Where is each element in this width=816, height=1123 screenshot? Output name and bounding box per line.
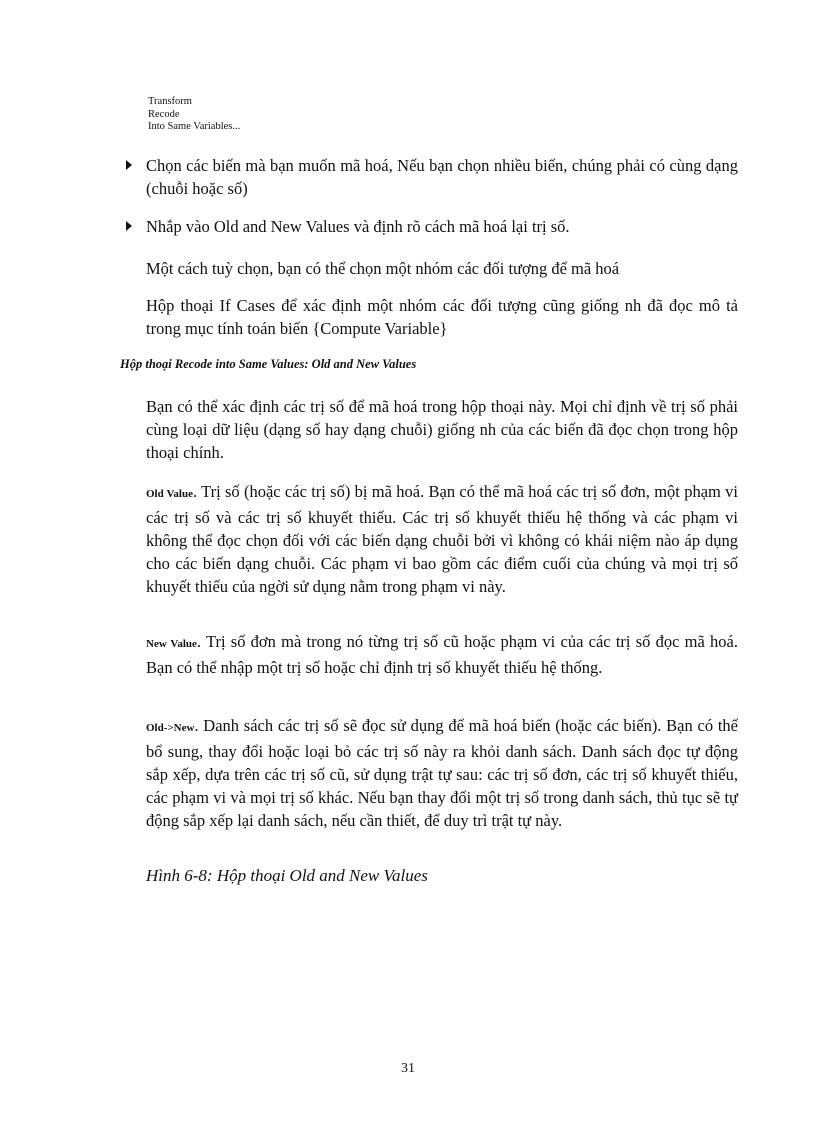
section-heading: Hộp thoại Recode into Same Values: Old and New Values [120,357,417,371]
menu-path-recode: Recode [148,108,180,120]
definition-old-value [146,480,738,598]
definition-new-value [146,630,738,679]
bullet-old-new-values: Nhắp vào Old and New Values và định rõ cách mã hoá lại trị số. [146,217,570,236]
definition-term: New Value [146,638,197,650]
bullet-marker-icon [126,215,140,236]
bullet-marker-icon [126,154,140,175]
page-number: 31 [401,1061,415,1076]
menu-path-transform: Transform [148,96,192,107]
paragraph-intro: Bạn có thể xác định các trị số để mã hoá trong hộp thoại này. Mọi chỉ định về trị số phải cùng loại dữ liệu (dạng số hay dạng chuỗi) giống nh của các biến đã đọc chọn trong hộp thoại chính. [146,397,738,462]
figure-caption: Hình 6-8: Hộp thoại Old and New Values [146,866,428,885]
definition-old-new [146,714,738,832]
paragraph-optional-cases: Một cách tuỳ chọn, bạn có thể chọn một nhóm các đối tượng để mã hoá [146,259,620,278]
definition-term: Old Value [146,488,193,500]
bullet-select-variables: Chọn các biến mà bạn muốn mã hoá, Nếu bạn chọn nhiều biến, chúng phải có cùng dạng (chuỗi hoặc số) [146,156,738,198]
definition-text: . Trị số đơn mà trong nó từng trị số cũ hoặc phạm vi của các trị số đọc mã hoá. Bạn có thể nhập một trị số hoặc chỉ định trị số khuyết thiếu hệ thống. [146,632,738,677]
definition-text: . Danh sách các trị số sẽ đọc sử dụng để mã hoá biến (hoặc các biến). Bạn có thể bổ sung, thay đổi hoặc loại bỏ các trị số này ra khỏi danh sách. Danh sách đọc tự động sắp xếp, dựa trên các trị số cũ, sử dụng trật tự sau: các trị số đơn, các trị số khuyết thiếu, các phạm vi và mọi trị số khác. Nếu bạn thay đổi một trị số trong danh sách, thủ tục sẽ tự động sắp xếp lại danh sách, nếu cần thiết, để duy trì trật tự này. [146,716,738,830]
menu-path-into-same-variables: Into Same Variables... [148,121,241,132]
paragraph-if-cases: Hộp thoại If Cases để xác định một nhóm các đối tượng cũng giống nh đã đọc mô tả trong mục tính toán biến {Compute Variable} [146,296,738,338]
definition-text: . Trị số (hoặc các trị số) bị mã hoá. Bạn có thể mã hoá các trị số đơn, một phạm vi các trị số và các trị số khuyết thiếu. Các trị số khuyết thiếu hệ thống và các phạm vi không thể đọc chọn đối với các biến dạng chuỗi bởi vì không có khái niệm nào áp dụng cho các biến dạng chuỗi. Các phạm vi bao gồm các điểm cuối của chúng và mọi trị số khuyết thiếu của ngời sử dụng nằm trong phạm vi này. [146,482,738,596]
definition-term: Old->New [146,722,195,734]
menu-path [148,96,240,134]
